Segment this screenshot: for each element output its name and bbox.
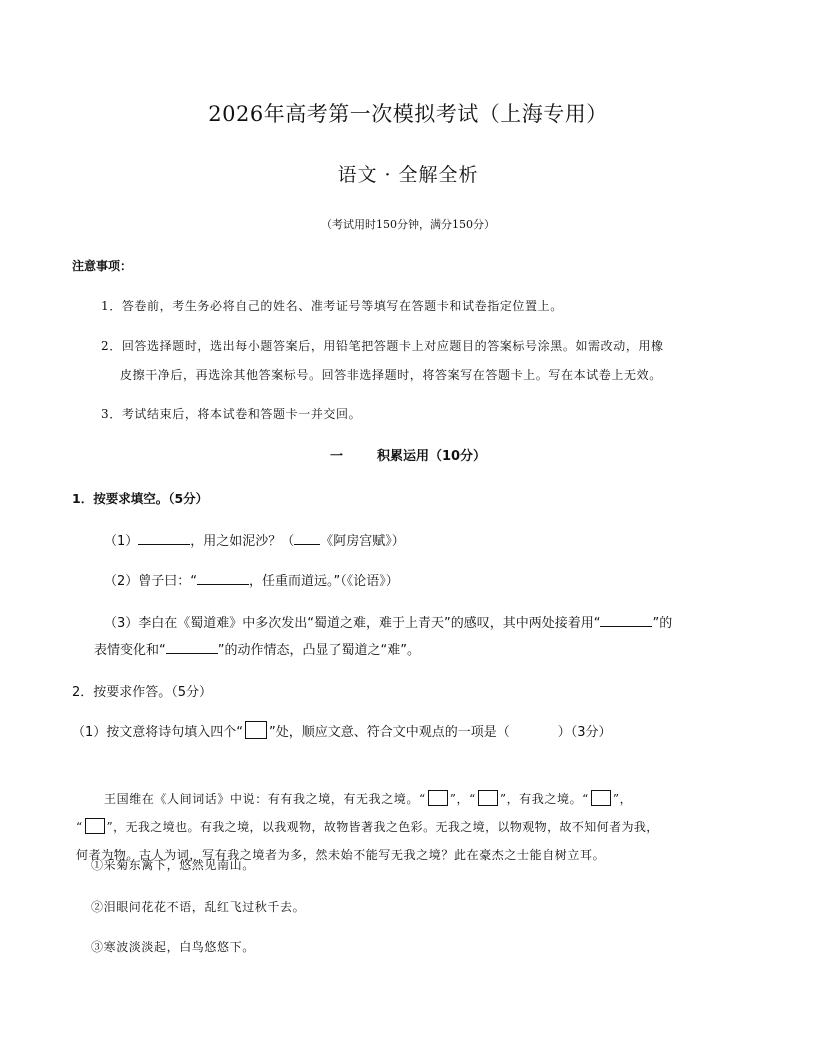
passage-line-2: “ ”，无我之境也。有我之境，以我观物，故物皆著我之色彩。无我之境，以物观物，故不知何者为我， xyxy=(76,820,659,834)
notice-item-1: 1．答卷前，考生务必将自己的姓名、准考证号等填写在答题卡和试卷指定位置上。 xyxy=(101,299,563,313)
answer-blank[interactable] xyxy=(294,533,320,545)
question-2-title: 2．按要求作答。（5分） xyxy=(72,685,213,700)
question-1-part-3-line-1: （3）李白在《蜀道难》中多次发出“蜀道之难，难于上青天”的感叹，其中两处接着用“ ”的 xyxy=(104,616,673,631)
fill-box xyxy=(591,790,611,806)
option-1: ①采菊东篱下，悠然见南山。 xyxy=(91,858,255,872)
answer-blank[interactable] xyxy=(197,573,249,585)
passage-line-3: 何者为物。古人为词，写有我之境者为多，然未始不能写无我之境？此在豪杰之士能自树立耳。 xyxy=(76,848,606,862)
fill-box xyxy=(478,790,498,806)
answer-blank[interactable] xyxy=(138,533,190,545)
answer-blank[interactable] xyxy=(600,615,652,627)
question-2-sub-1: （1）按文意将诗句填入四个“ ”处，顺应文意、符合文中观点的一项是（ ）（3分） xyxy=(72,721,612,740)
section-heading xyxy=(0,445,816,464)
section-number: 一 xyxy=(329,449,343,464)
question-1-part-2: （2）曾子曰：“ ，任重而道远。”（《论语》） xyxy=(104,574,399,589)
exam-subtitle: 语文 · 全解全析 xyxy=(337,164,479,186)
exam-title: 2026年高考第一次模拟考试（上海专用） xyxy=(208,102,608,126)
answer-blank[interactable] xyxy=(166,642,218,654)
question-1-title: 1．按要求填空。（5分） xyxy=(72,491,209,506)
fill-box xyxy=(85,818,105,834)
option-3: ③寒波淡淡起，白鸟悠悠下。 xyxy=(91,940,255,954)
question-1-part-1: （1） ，用之如泥沙？（ 《阿房宫赋》） xyxy=(104,534,405,549)
passage-line-1: 王国维在《人间词话》中说：有有我之境，有无我之境。“ ”，“ ”，有我之境。“ ”， xyxy=(104,792,633,806)
question-1-part-3-line-2: 表情变化和“ ”的动作情态，凸显了蜀道之“难”。 xyxy=(94,643,420,658)
fill-box xyxy=(428,790,448,806)
notice-item-2-line-2: 皮擦干净后，再选涂其他答案标号。回答非选择题时，将答案写在答题卡上。写在本试卷上无效。 xyxy=(120,368,662,382)
notice-item-3: 3．考试结束后，将本试卷和答题卡一并交回。 xyxy=(101,407,362,421)
notice-item-2-line-1: 2．回答选择题时，选出每小题答案后，用铅笔把答题卡上对应题目的答案标号涂黑。如需改动，用橡 xyxy=(101,339,664,353)
fill-box xyxy=(245,721,267,739)
notice-heading: 注意事项： xyxy=(72,259,133,273)
time-note: （考试用时150分钟，满分150分） xyxy=(321,218,495,231)
option-2: ②泪眼问花花不语，乱红飞过秋千去。 xyxy=(91,900,306,914)
section-title: 积累运用（10分） xyxy=(376,449,487,464)
